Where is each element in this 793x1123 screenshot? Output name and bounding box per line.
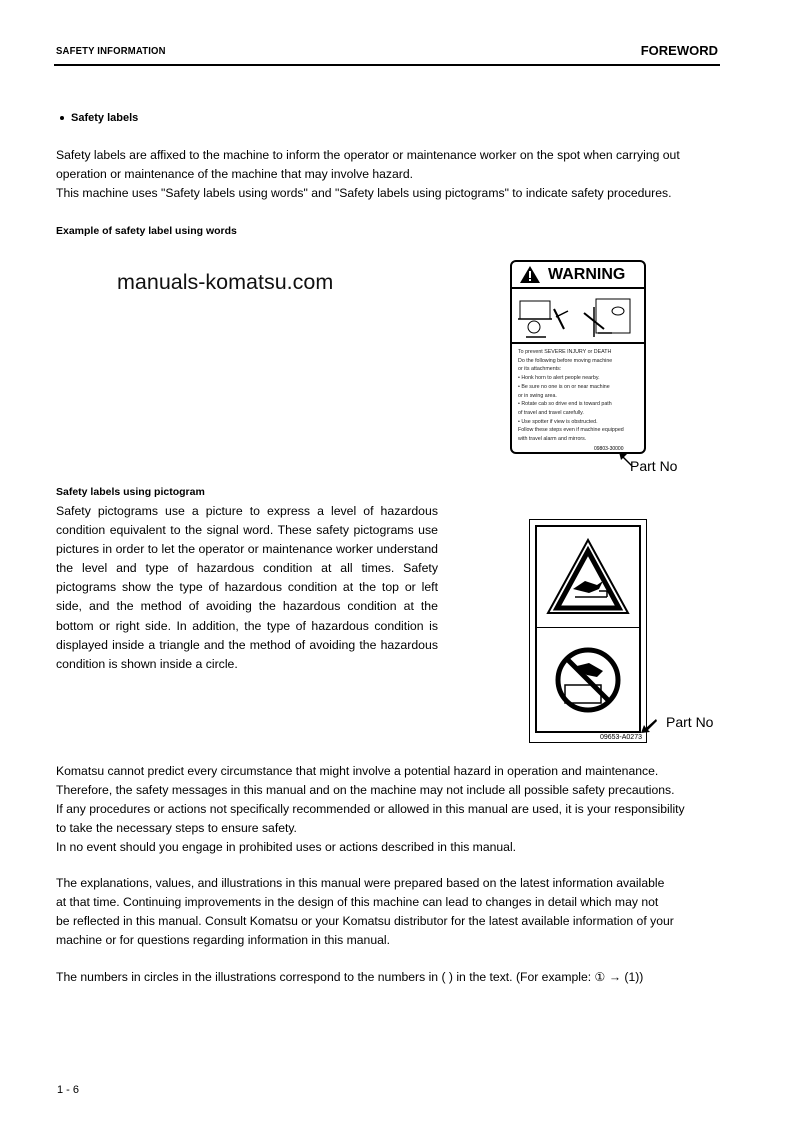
running-header-left: SAFETY INFORMATION (56, 46, 166, 57)
explanation-line: be reflected in this manual. Consult Komatsu or your Komatsu distributor for the latest available information of your (56, 914, 674, 928)
disclaimer-line: to take the necessary steps to ensure safety. (56, 821, 297, 835)
warning-text-line: or in swing area. (518, 392, 557, 399)
warning-text-line: • Use spotter if view is obstructed. (518, 418, 598, 425)
words-example-heading: Example of safety label using words (56, 225, 237, 237)
warning-part-code: 09803-30000 (594, 446, 624, 452)
header-rule (54, 64, 720, 66)
watermark-text: manuals-komatsu.com (117, 270, 334, 294)
disclaimer-paragraph (56, 762, 720, 857)
warning-text-line: or its attachments: (518, 366, 562, 373)
hazard-panel (537, 527, 639, 628)
signal-word: WARNING (548, 265, 626, 283)
pictogram-frame (535, 525, 641, 733)
running-header-right: FOREWORD (640, 43, 718, 58)
part-no-callout: Part No (666, 714, 714, 730)
intro-line: This machine uses "Safety labels using words" and "Safety labels using pictograms" to indicate safety procedures. (56, 186, 672, 200)
pictogram-part-code: 09653-A0273 (599, 734, 642, 741)
disclaimer-line: Komatsu cannot predict every circumstance that might involve a potential hazard in operation and maintenance. (56, 764, 659, 778)
hazard-triangle-icon (545, 537, 631, 617)
warning-text-block (512, 344, 644, 448)
pictogram-heading: Safety labels using pictogram (56, 486, 205, 498)
disclaimer-line: Therefore, the safety messages in this manual and on the machine may not include all possible safety precautions. (56, 783, 675, 797)
page-number: 1 - 6 (57, 1084, 80, 1096)
disclaimer-line: In no event should you engage in prohibited uses or actions described in this manual. (56, 840, 517, 854)
intro-line: Safety labels are affixed to the machine to inform the operator or maintenance worker on the spot when carrying out (56, 148, 680, 162)
intro-paragraph (56, 146, 720, 203)
explanations-paragraph (56, 874, 720, 950)
warning-pictures (512, 289, 644, 344)
pictogram-label (529, 519, 647, 743)
bullet-icon (60, 116, 64, 120)
numbers-note: The numbers in circles in the illustrations correspond to the numbers in ( ) in the text. (For example: ① → (1)) (56, 970, 644, 984)
explanation-line: machine or for questions regarding information in this manual. (56, 933, 390, 947)
run-over-hazard-icon (512, 289, 642, 342)
warning-label (510, 260, 646, 454)
prohibition-circle-icon (553, 645, 623, 715)
intro-line: operation or maintenance of the machine that may involve hazard. (56, 167, 414, 181)
explanation-line: The explanations, values, and illustrations in this manual were prepared based on the latest information available (56, 876, 665, 890)
warning-text-line: Follow these steps even if machine equipped (518, 427, 624, 434)
arrow-icon (641, 719, 657, 733)
section-title-text: Safety labels (71, 112, 139, 124)
warning-text-line: • Be sure no one is on or near machine (518, 383, 610, 390)
warning-text-line: To prevent SEVERE INJURY or DEATH (518, 349, 612, 355)
warning-header (512, 262, 644, 289)
section-title (60, 112, 138, 124)
avoidance-panel (537, 628, 639, 731)
warning-text-line: with travel alarm and mirrors. (518, 436, 587, 443)
warning-text-line: Do the following before moving machine (518, 357, 613, 364)
part-no-callout: Part No (630, 458, 678, 474)
explanation-line: at that time. Continuing improvements in the design of this machine can lead to changes in detail which may not (56, 895, 659, 909)
pictogram-paragraph: Safety pictograms use a picture to express a level of hazardous condition equivalent to the signal word. These safety pictograms use pictures in order to let the operator or maintenance worker understand the level and type of hazardous condition at all times. Safety pictograms show the type of hazardous condition at the top or left side, and the method of avoiding the hazardous condition at the bottom or right side. In addition, the type of hazardous condition is displayed inside a triangle and the method of avoiding the hazardous condition is shown inside a circle. (56, 504, 438, 671)
warning-text-line: of travel and travel carefully. (518, 409, 584, 416)
warning-triangle-icon (520, 266, 540, 283)
disclaimer-line: If any procedures or actions not specifically recommended or allowed in this manual are used, it is your responsibility (56, 802, 685, 816)
warning-text-line: • Honk horn to alert people nearby. (518, 375, 600, 382)
warning-text-line: • Rotate cab so drive end is toward path (518, 401, 612, 408)
